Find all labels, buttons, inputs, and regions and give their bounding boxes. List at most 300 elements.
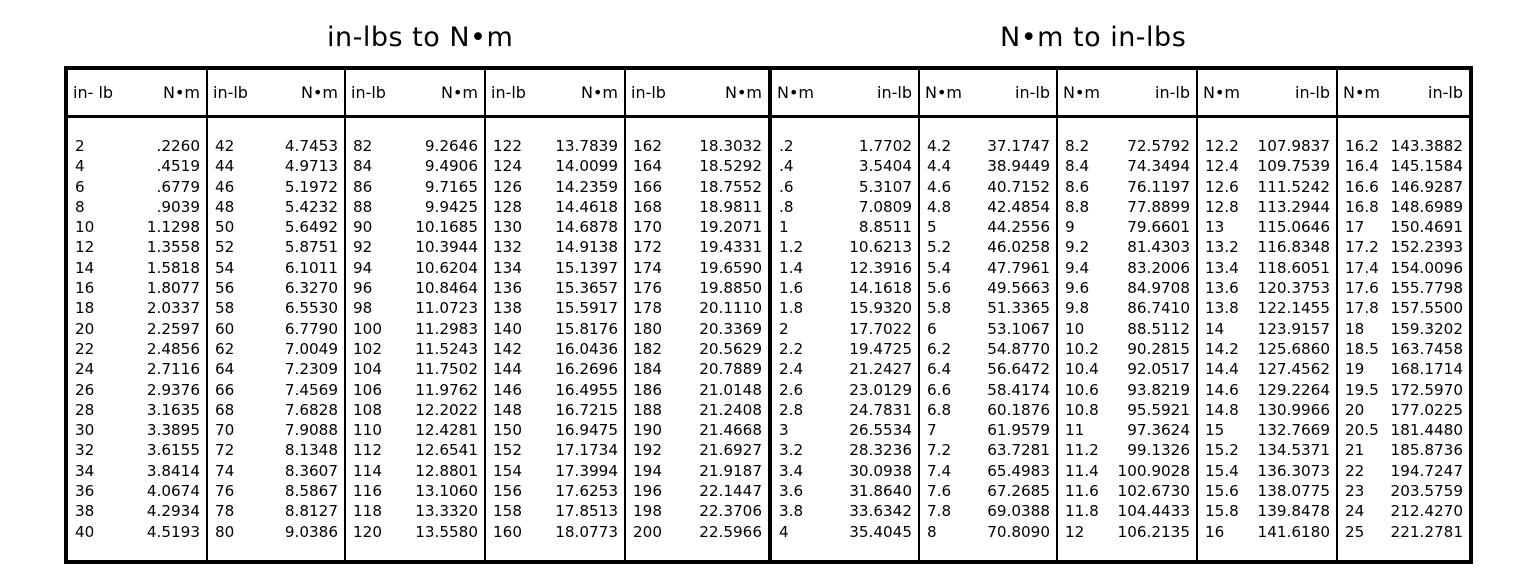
table-row xyxy=(1198,258,1336,278)
converted-value: 8.8127 xyxy=(284,502,338,521)
converted-value: 100.9028 xyxy=(1117,461,1190,480)
table-row xyxy=(1338,440,1469,460)
input-value: 10 xyxy=(1065,319,1085,338)
input-value: 142 xyxy=(493,339,522,358)
table-row xyxy=(626,461,768,481)
header-left-label: in-lb xyxy=(631,83,666,102)
converted-value: 38.9449 xyxy=(987,157,1050,176)
converted-value: 61.9579 xyxy=(987,421,1050,440)
input-value: 3.4 xyxy=(779,461,804,480)
converted-value: 113.2944 xyxy=(1257,197,1330,216)
input-value: 3.2 xyxy=(779,441,804,460)
converted-value: 21.9187 xyxy=(699,461,762,480)
input-value: 190 xyxy=(633,421,662,440)
input-value: 16.8 xyxy=(1345,197,1379,216)
input-value: 154 xyxy=(493,461,522,480)
table-row xyxy=(772,298,918,318)
converted-value: 16.4955 xyxy=(555,380,618,399)
table-row xyxy=(772,501,918,521)
input-value: 172 xyxy=(633,238,662,257)
table-row xyxy=(1338,522,1469,542)
input-value: 32 xyxy=(75,441,95,460)
table-row xyxy=(346,440,484,460)
input-value: 17.4 xyxy=(1345,258,1379,277)
converted-value: 141.6180 xyxy=(1257,522,1330,541)
input-value: 18 xyxy=(75,299,95,318)
input-value: 96 xyxy=(353,279,373,298)
converted-value: 4.0674 xyxy=(146,482,200,501)
column-rows xyxy=(1338,136,1469,542)
table-row xyxy=(626,197,768,217)
input-value: 4.2 xyxy=(927,137,952,155)
table-row xyxy=(772,278,918,298)
table-row xyxy=(1338,298,1469,318)
converted-value: 15.5917 xyxy=(555,299,618,318)
converted-value: 8.3607 xyxy=(284,461,338,480)
input-value: 138 xyxy=(493,299,522,318)
input-value: 13.2 xyxy=(1205,238,1239,257)
table-row xyxy=(920,522,1056,542)
converted-value: 7.0049 xyxy=(284,339,338,358)
table-row xyxy=(1338,501,1469,521)
converted-value: 8.8511 xyxy=(858,218,912,237)
input-value: 10.4 xyxy=(1065,360,1099,379)
input-value: 20 xyxy=(1345,400,1365,419)
table-column xyxy=(68,70,206,560)
converted-value: 77.8899 xyxy=(1127,197,1190,216)
converted-value: 181.4480 xyxy=(1390,421,1463,440)
input-value: 7.4 xyxy=(927,461,952,480)
input-value: 164 xyxy=(633,157,662,176)
header-right-label: N•m xyxy=(725,83,762,102)
table-row xyxy=(1058,177,1196,197)
input-value: 8.2 xyxy=(1065,137,1090,155)
converted-value: 5.1972 xyxy=(284,177,338,196)
input-value: 14.8 xyxy=(1205,400,1239,419)
converted-value: 49.5663 xyxy=(987,279,1050,298)
table-row xyxy=(1198,217,1336,237)
input-value: 104 xyxy=(353,360,382,379)
input-value: 80 xyxy=(215,522,235,541)
table-row xyxy=(68,319,206,339)
table-row xyxy=(208,278,344,298)
converted-value: 7.2309 xyxy=(284,360,338,379)
table-row xyxy=(346,217,484,237)
input-value: 11.4 xyxy=(1065,461,1099,480)
converted-value: .4519 xyxy=(156,157,200,176)
input-value: 12.2 xyxy=(1205,137,1239,155)
input-value: 8.6 xyxy=(1065,177,1090,196)
input-value: 12 xyxy=(1065,522,1085,541)
table-row xyxy=(1198,481,1336,501)
converted-value: 115.0646 xyxy=(1257,218,1330,237)
table-row xyxy=(346,461,484,481)
header-left-label: in-lb xyxy=(213,83,248,102)
column-header xyxy=(208,70,344,118)
table-row xyxy=(1198,319,1336,339)
table-row xyxy=(1338,217,1469,237)
input-value: 14.2 xyxy=(1205,339,1239,358)
input-value: 30 xyxy=(75,421,95,440)
table-row xyxy=(208,461,344,481)
converted-value: 12.6541 xyxy=(415,441,478,460)
header-right-label: in-lb xyxy=(1155,83,1190,102)
converted-value: 7.6828 xyxy=(284,400,338,419)
table-row xyxy=(486,420,624,440)
input-value: 110 xyxy=(353,421,382,440)
input-value: 6.4 xyxy=(927,360,952,379)
input-value: 17.6 xyxy=(1345,279,1379,298)
input-value: 18.5 xyxy=(1345,339,1379,358)
table-row xyxy=(920,258,1056,278)
column-rows xyxy=(772,136,918,542)
table-row xyxy=(1338,319,1469,339)
converted-value: 17.6253 xyxy=(555,482,618,501)
table-row xyxy=(626,136,768,156)
converted-value: 155.7798 xyxy=(1390,279,1463,298)
input-value: 132 xyxy=(493,238,522,257)
conversion-table xyxy=(64,66,1473,564)
table-row xyxy=(772,359,918,379)
converted-value: 22.5966 xyxy=(699,522,762,541)
input-value: 148 xyxy=(493,400,522,419)
input-value: 25 xyxy=(1345,522,1365,541)
converted-value: 129.2264 xyxy=(1257,380,1330,399)
input-value: 2.4 xyxy=(779,360,804,379)
table-column xyxy=(624,70,768,560)
column-header xyxy=(68,70,206,118)
converted-value: 17.7022 xyxy=(849,319,912,338)
converted-value: 102.6730 xyxy=(1117,482,1190,501)
converted-value: 146.9287 xyxy=(1390,177,1463,196)
converted-value: 16.9475 xyxy=(555,421,618,440)
converted-value: .9039 xyxy=(156,197,200,216)
header-right-label: N•m xyxy=(301,83,338,102)
converted-value: 7.4569 xyxy=(284,380,338,399)
converted-value: 3.3895 xyxy=(146,421,200,440)
input-value: 17.8 xyxy=(1345,299,1379,318)
table-row xyxy=(626,481,768,501)
table-row xyxy=(772,197,918,217)
converted-value: 1.5818 xyxy=(146,258,200,277)
table-row xyxy=(346,319,484,339)
converted-value: .6779 xyxy=(156,177,200,196)
input-value: 7.8 xyxy=(927,502,952,521)
table-row xyxy=(1338,461,1469,481)
converted-value: 15.3657 xyxy=(555,279,618,298)
converted-value: 14.2359 xyxy=(555,177,618,196)
converted-value: 18.9811 xyxy=(699,197,762,216)
converted-value: 3.1635 xyxy=(146,400,200,419)
converted-value: 14.6878 xyxy=(555,218,618,237)
table-row xyxy=(68,522,206,542)
converted-value: 1.3558 xyxy=(146,238,200,257)
input-value: 11.2 xyxy=(1065,441,1099,460)
input-value: 19.5 xyxy=(1345,380,1379,399)
table-row xyxy=(346,177,484,197)
converted-value: 15.9320 xyxy=(849,299,912,318)
converted-value: 19.4331 xyxy=(699,238,762,257)
input-value: 23 xyxy=(1345,482,1365,501)
table-row xyxy=(1198,400,1336,420)
converted-value: 2.9376 xyxy=(146,380,200,399)
header-right-label: in-lb xyxy=(1428,83,1463,102)
table-row xyxy=(1058,481,1196,501)
table-row xyxy=(626,258,768,278)
table-row xyxy=(1338,197,1469,217)
table-row xyxy=(486,522,624,542)
input-value: 116 xyxy=(353,482,382,501)
input-value: 9.2 xyxy=(1065,238,1090,257)
converted-value: 185.8736 xyxy=(1390,441,1463,460)
table-row xyxy=(772,380,918,400)
table-row xyxy=(1058,461,1196,481)
input-value: 180 xyxy=(633,319,662,338)
input-value: 50 xyxy=(215,218,235,237)
converted-value: 51.3365 xyxy=(987,299,1050,318)
input-value: 16.4 xyxy=(1345,157,1379,176)
table-row xyxy=(346,298,484,318)
table-row xyxy=(486,339,624,359)
input-value: 8 xyxy=(927,522,937,541)
header-left-label: N•m xyxy=(1063,83,1100,102)
input-value: 14 xyxy=(75,258,95,277)
input-value: 6.6 xyxy=(927,380,952,399)
input-value: .6 xyxy=(779,177,794,196)
input-value: 13.8 xyxy=(1205,299,1239,318)
converted-value: 21.0148 xyxy=(699,380,762,399)
converted-value: 4.7453 xyxy=(284,137,338,155)
converted-value: 2.4856 xyxy=(146,339,200,358)
input-value: 58 xyxy=(215,299,235,318)
converted-value: 16.2696 xyxy=(555,360,618,379)
input-value: 16.6 xyxy=(1345,177,1379,196)
table-row xyxy=(68,177,206,197)
table-row xyxy=(486,156,624,176)
table-row xyxy=(920,156,1056,176)
input-value: 6 xyxy=(75,177,85,196)
table-row xyxy=(208,298,344,318)
converted-value: 163.7458 xyxy=(1390,339,1463,358)
converted-value: 69.0388 xyxy=(987,502,1050,521)
input-value: 166 xyxy=(633,177,662,196)
column-rows xyxy=(626,136,768,542)
converted-value: 83.2006 xyxy=(1127,258,1190,277)
converted-value: 154.0096 xyxy=(1390,258,1463,277)
header-left-label: N•m xyxy=(1343,83,1380,102)
input-value: 82 xyxy=(353,137,373,155)
input-value: 9.8 xyxy=(1065,299,1090,318)
input-value: 16 xyxy=(75,279,95,298)
converted-value: 13.7839 xyxy=(555,137,618,155)
table-row xyxy=(486,298,624,318)
input-value: 18 xyxy=(1345,319,1365,338)
input-value: 54 xyxy=(215,258,235,277)
converted-value: 18.5292 xyxy=(699,157,762,176)
input-value: 19 xyxy=(1345,360,1365,379)
table-column xyxy=(206,70,344,560)
table-row xyxy=(208,177,344,197)
converted-value: 20.3369 xyxy=(699,319,762,338)
input-value: 52 xyxy=(215,238,235,257)
table-row xyxy=(626,522,768,542)
converted-value: 111.5242 xyxy=(1257,177,1330,196)
input-value: 9.4 xyxy=(1065,258,1090,277)
converted-value: 130.9966 xyxy=(1257,400,1330,419)
input-value: 3.8 xyxy=(779,502,804,521)
table-row xyxy=(1058,319,1196,339)
table-row xyxy=(1198,501,1336,521)
converted-value: 12.4281 xyxy=(415,421,478,440)
input-value: 48 xyxy=(215,197,235,216)
converted-value: 65.4983 xyxy=(987,461,1050,480)
input-value: .4 xyxy=(779,157,794,176)
input-value: 196 xyxy=(633,482,662,501)
input-value: 12 xyxy=(75,238,95,257)
converted-value: 21.2408 xyxy=(699,400,762,419)
table-row xyxy=(208,237,344,257)
input-value: 13.6 xyxy=(1205,279,1239,298)
table-row xyxy=(1338,420,1469,440)
converted-value: 3.8414 xyxy=(146,461,200,480)
table-row xyxy=(626,380,768,400)
table-column xyxy=(918,70,1056,560)
input-value: 2 xyxy=(779,319,789,338)
converted-value: 203.5759 xyxy=(1390,482,1463,501)
converted-value: 35.4045 xyxy=(849,522,912,541)
table-row xyxy=(208,359,344,379)
input-value: 22 xyxy=(75,339,95,358)
table-row xyxy=(68,420,206,440)
converted-value: 40.7152 xyxy=(987,177,1050,196)
converted-value: 6.1011 xyxy=(284,258,338,277)
converted-value: 212.4270 xyxy=(1390,502,1463,521)
input-value: 12.6 xyxy=(1205,177,1239,196)
table-row xyxy=(486,197,624,217)
input-value: 130 xyxy=(493,218,522,237)
table-column xyxy=(1196,70,1336,560)
table-row xyxy=(920,501,1056,521)
table-row xyxy=(208,339,344,359)
table-row xyxy=(1058,339,1196,359)
converted-value: 5.8751 xyxy=(284,238,338,257)
input-value: 12.4 xyxy=(1205,157,1239,176)
converted-value: .2260 xyxy=(156,137,200,155)
header-right-label: in-lb xyxy=(1295,83,1330,102)
converted-value: 11.5243 xyxy=(415,339,478,358)
input-value: 134 xyxy=(493,258,522,277)
input-value: 5 xyxy=(927,218,937,237)
input-value: 102 xyxy=(353,339,382,358)
table-row xyxy=(486,380,624,400)
table-row xyxy=(920,237,1056,257)
converted-value: 79.6601 xyxy=(1127,218,1190,237)
table-row xyxy=(1338,278,1469,298)
converted-value: 148.6989 xyxy=(1390,197,1463,216)
table-row xyxy=(772,217,918,237)
input-value: 17.2 xyxy=(1345,238,1379,257)
converted-value: 18.7552 xyxy=(699,177,762,196)
table-row xyxy=(1058,440,1196,460)
header-left-label: N•m xyxy=(1203,83,1240,102)
input-value: 84 xyxy=(353,157,373,176)
converted-value: 70.8090 xyxy=(987,522,1050,541)
table-row xyxy=(626,359,768,379)
input-value: 152 xyxy=(493,441,522,460)
converted-value: 127.4562 xyxy=(1257,360,1330,379)
converted-value: 122.1455 xyxy=(1257,299,1330,318)
table-row xyxy=(1058,420,1196,440)
converted-value: 14.9138 xyxy=(555,238,618,257)
converted-value: 194.7247 xyxy=(1390,461,1463,480)
table-row xyxy=(772,156,918,176)
converted-value: 125.6860 xyxy=(1257,339,1330,358)
input-value: 122 xyxy=(493,137,522,155)
input-value: 92 xyxy=(353,238,373,257)
title-in-lbs-to-nm: in-lbs to N•m xyxy=(327,22,514,53)
header-right-label: N•m xyxy=(163,83,200,102)
input-value: 2.8 xyxy=(779,400,804,419)
converted-value: 18.3032 xyxy=(699,137,762,155)
table-row xyxy=(772,339,918,359)
converted-value: 17.3994 xyxy=(555,461,618,480)
table-row xyxy=(1338,156,1469,176)
column-header xyxy=(626,70,768,118)
table-row xyxy=(1338,339,1469,359)
converted-value: 3.5404 xyxy=(858,157,912,176)
table-row xyxy=(1058,217,1196,237)
table-row xyxy=(68,400,206,420)
table-row xyxy=(486,217,624,237)
converted-value: 20.7889 xyxy=(699,360,762,379)
input-value: 176 xyxy=(633,279,662,298)
input-value: 26 xyxy=(75,380,95,399)
table-row xyxy=(1058,522,1196,542)
table-row xyxy=(1338,258,1469,278)
input-value: 8.8 xyxy=(1065,197,1090,216)
converted-value: 2.0337 xyxy=(146,299,200,318)
table-row xyxy=(486,400,624,420)
input-value: 1 xyxy=(779,218,789,237)
converted-value: 19.4725 xyxy=(849,339,912,358)
table-row xyxy=(772,400,918,420)
table-row xyxy=(68,197,206,217)
table-row xyxy=(626,440,768,460)
table-row xyxy=(1058,197,1196,217)
table-row xyxy=(208,400,344,420)
input-value: 34 xyxy=(75,461,95,480)
converted-value: 92.0517 xyxy=(1127,360,1190,379)
converted-value: 21.4668 xyxy=(699,421,762,440)
input-value: 184 xyxy=(633,360,662,379)
converted-value: 20.1110 xyxy=(699,299,762,318)
header-left-label: in- lb xyxy=(73,83,114,102)
column-header xyxy=(1198,70,1336,118)
input-value: 28 xyxy=(75,400,95,419)
input-value: 15.2 xyxy=(1205,441,1239,460)
converted-value: 8.5867 xyxy=(284,482,338,501)
converted-value: 5.6492 xyxy=(284,218,338,237)
table-row xyxy=(772,319,918,339)
input-value: 64 xyxy=(215,360,235,379)
table-row xyxy=(208,197,344,217)
table-row xyxy=(346,501,484,521)
input-value: 17 xyxy=(1345,218,1365,237)
table-row xyxy=(486,136,624,156)
table-row xyxy=(920,217,1056,237)
input-value: 11.6 xyxy=(1065,482,1099,501)
input-value: 6 xyxy=(927,319,937,338)
